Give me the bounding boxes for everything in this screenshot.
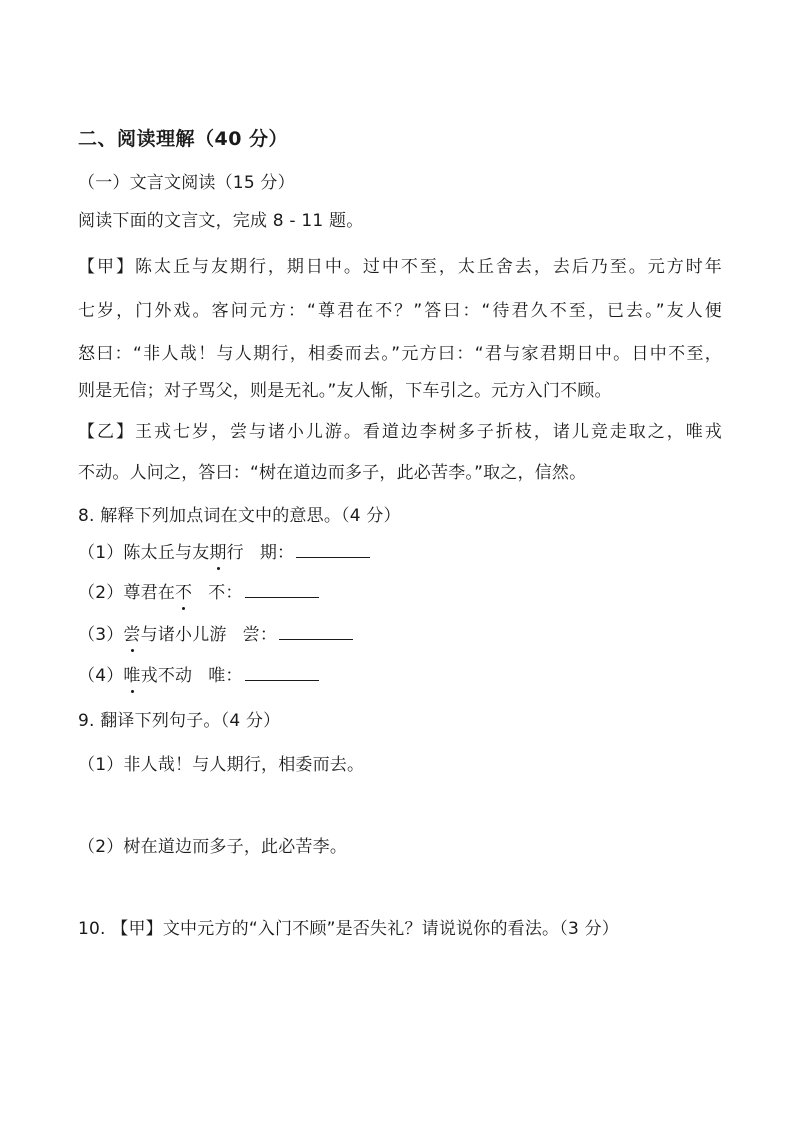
- item-suffix: 行: [226, 543, 244, 563]
- dotted-word: 尝: [123, 625, 141, 645]
- item-suffix: 戎不动: [140, 666, 193, 686]
- section-title: 二、阅读理解（40 分）: [78, 128, 289, 150]
- question-9-item-2: （2）树在道边而多子，此必苦李。: [78, 837, 348, 857]
- item-prefix: （1）陈太丘与友: [78, 543, 210, 563]
- item-prefix: （4）: [78, 666, 124, 686]
- item-word-label: 尝：: [242, 625, 278, 645]
- question-8-stem: 8. 解释下列加点词在文中的意思。（4 分）: [78, 506, 401, 526]
- passage-jia-line-3: 怒曰：“非人哉！与人期行，相委而去。”元方曰：“君与家君期日中。日中不至，: [78, 344, 722, 364]
- answer-blank[interactable]: [296, 541, 370, 558]
- item-word-label: 期：: [259, 543, 295, 563]
- passage-yi-line-1: 【乙】王戎七岁，尝与诸小儿游。看道边李树多子折枝，诸儿竞走取之，唯戎: [78, 422, 722, 442]
- question-8-item-4: [78, 664, 319, 687]
- question-10-stem: 10. 【甲】文中元方的“入门不顾”是否失礼？请说说你的看法。（3 分）: [78, 919, 619, 939]
- passage-jia-line-2: 七岁，门外戏。客问元方：“尊君在不？”答曰：“待君久不至，已去。”友人便: [78, 301, 722, 321]
- answer-blank[interactable]: [245, 581, 319, 598]
- question-9-item-1: （1）非人哉！与人期行，相委而去。: [78, 755, 365, 775]
- item-suffix: 与诸小儿游: [140, 625, 227, 645]
- item-prefix: （2）尊君在: [78, 583, 176, 603]
- answer-blank[interactable]: [245, 664, 319, 681]
- passage-jia-line-1: 【甲】陈太丘与友期行，期日中。过中不至，太丘舍去，去后乃至。元方时年: [78, 257, 722, 277]
- dotted-word: 期: [209, 543, 227, 563]
- question-8-item-2: [78, 581, 319, 604]
- section-subtitle: （一）文言文阅读（15 分）: [78, 173, 295, 193]
- question-8-item-3: [78, 623, 353, 646]
- passage-yi-line-2: 不动。人问之，答曰：“树在道边而多子，此必苦李。”取之，信然。: [78, 463, 587, 483]
- answer-blank[interactable]: [279, 623, 353, 640]
- item-prefix: （3）: [78, 625, 124, 645]
- item-word-label: 唯：: [208, 666, 243, 686]
- dotted-word: 不: [175, 583, 193, 603]
- passage-jia-line-4: 则是无信；对子骂父，则是无礼。”友人惭，下车引之。元方入门不顾。: [78, 381, 612, 401]
- instruction-text: 阅读下面的文言文，完成 8 - 11 题。: [78, 211, 364, 231]
- question-9-stem: 9. 翻译下列句子。（4 分）: [78, 711, 281, 731]
- dotted-word: 唯: [123, 666, 141, 686]
- question-8-item-1: [78, 541, 370, 564]
- item-word-label: 不：: [208, 583, 243, 603]
